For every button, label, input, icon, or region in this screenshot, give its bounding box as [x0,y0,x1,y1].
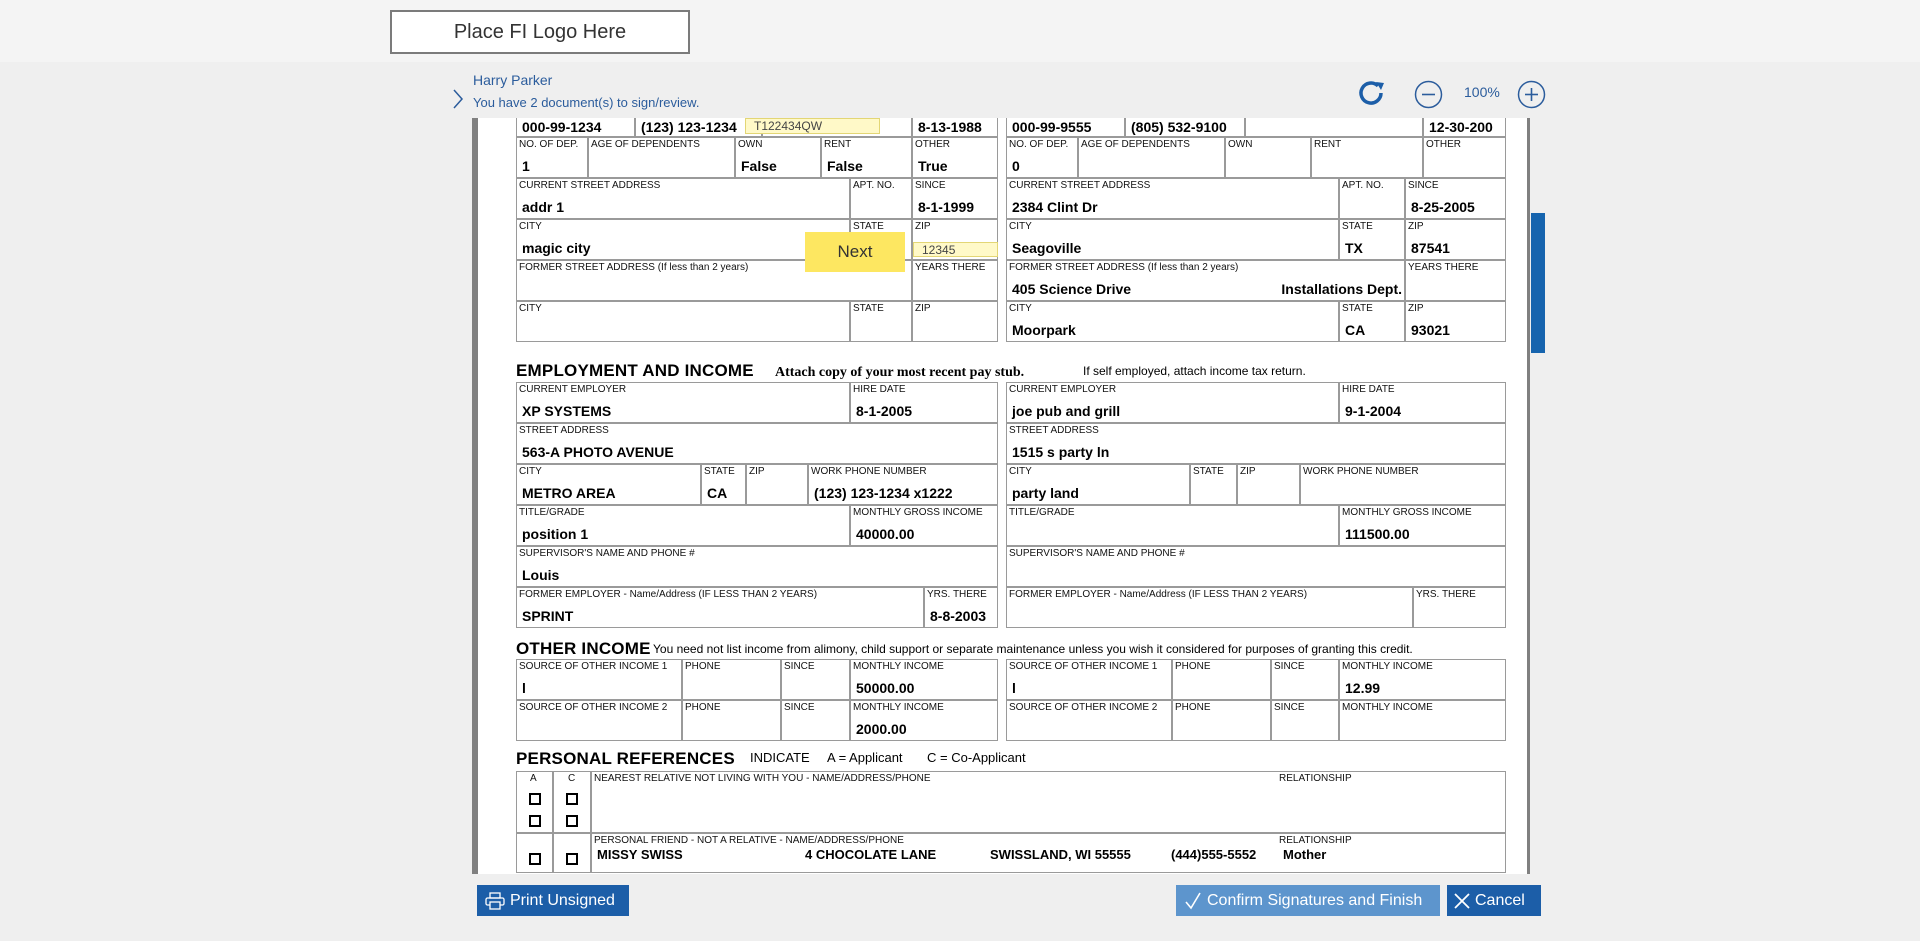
coapplicant-since: SINCE 8-25-2005 [1405,178,1506,219]
applicant-src1: SOURCE OF OTHER INCOME 1 l [516,659,682,700]
coapplicant-work-phone: WORK PHONE NUMBER [1300,464,1506,505]
checkmark-icon [1184,892,1202,910]
applicant-former-employer: FORMER EMPLOYER - Name/Address (IF LESS THAN 2 YEARS) SPRINT [516,587,924,628]
zoom-level: 100% [1464,84,1500,100]
applicant-monthly-gross: MONTHLY GROSS INCOME 40000.00 [850,505,998,546]
employment-note-paystub: Attach copy of your most recent pay stub. [775,365,1025,380]
zip-field-highlight[interactable]: 12345 [913,242,998,257]
coapplicant-age-dep: AGE OF DEPENDENTS [1078,137,1225,178]
friend-relationship: Mother [1283,847,1327,862]
applicant-src2: SOURCE OF OTHER INCOME 2 [516,700,682,741]
nearest-relative: NEAREST RELATIVE NOT LIVING WITH YOU - NAME/ADDRESS/PHONE RELATIONSHIP [591,771,1506,833]
applicant-apt: APT. NO. [850,178,912,219]
friend-name: MISSY SWISS [597,847,683,862]
user-name: Harry Parker [473,72,553,88]
printer-icon [485,892,505,910]
coapplicant-emp-zip: ZIP [1237,464,1300,505]
applicant-former-city: CITY [516,301,850,342]
coapplicant-years-there: YEARS THERE [1405,260,1506,301]
coapplicant-ssn-cell [1006,118,1125,137]
cancel-button[interactable]: Cancel [1447,885,1541,916]
coapplicant-monthly-gross: MONTHLY GROSS INCOME 111500.00 [1339,505,1506,546]
employment-heading: EMPLOYMENT AND INCOME [516,361,754,380]
coapplicant-apt: APT. NO. [1339,178,1405,219]
coapplicant-supervisor: SUPERVISOR'S NAME AND PHONE # [1006,546,1506,587]
coapplicant-employer: CURRENT EMPLOYER joe pub and grill [1006,382,1339,423]
applicant-dob: 8-13-1988 [918,119,982,135]
applicant-age-dep: AGE OF DEPENDENTS [588,137,735,178]
coapplicant-inc1: MONTHLY INCOME 12.99 [1339,659,1506,700]
coapplicant-city: CITY Seagoville [1006,219,1339,260]
applicant-phone-cell [635,118,762,137]
print-unsigned-button[interactable]: Print Unsigned [477,885,629,916]
zoom-out-icon[interactable] [1414,80,1443,109]
applicant-years-there: YEARS THERE [912,260,998,301]
references-indicate: INDICATE [750,750,810,765]
coapplicant-other: OTHER [1423,137,1506,178]
coapplicant-own: OWN [1225,137,1311,178]
references-ind-a: A = Applicant [827,750,903,765]
close-icon [1453,892,1471,910]
coapplicant-src2-since: SINCE [1271,700,1339,741]
applicant-ssn-cell [516,118,635,137]
applicant-since: SINCE 8-1-1999 [912,178,998,219]
coapplicant-former-employer: FORMER EMPLOYER - Name/Address (IF LESS THAN 2 YEARS) [1006,587,1413,628]
coapplicant-former-state: STATE CA [1339,301,1405,342]
coapplicant-no-dep: NO. OF DEP. 0 [1006,137,1078,178]
applicant-employer: CURRENT EMPLOYER XP SYSTEMS [516,382,850,423]
scrollbar-thumb[interactable] [1531,213,1545,353]
coapplicant-src1-since: SINCE [1271,659,1339,700]
applicant-rent: RENT False [821,137,912,178]
coapplicant-former-street: FORMER STREET ADDRESS (If less than 2 years) 405 Science Drive Installations Dept. [1006,260,1405,301]
other-income-heading: OTHER INCOME [516,639,651,658]
applicant-zip: ZIP [912,219,998,260]
coapplicant-former-city: CITY Moorpark [1006,301,1339,342]
applicant-inc1: MONTHLY INCOME 50000.00 [850,659,998,700]
applicant-former-zip: ZIP [912,301,998,342]
document-viewer[interactable] [472,118,1530,874]
zoom-in-icon[interactable] [1517,80,1546,109]
chevron-right-icon[interactable] [452,88,464,110]
coapplicant-src1-phone: PHONE [1172,659,1271,700]
applicant-hire-date: HIRE DATE 8-1-2005 [850,382,998,423]
coapplicant-field-cell [1245,118,1423,137]
applicant-emp-city: CITY METRO AREA [516,464,701,505]
friend-address: 4 CHOCOLATE LANE [805,847,937,862]
applicant-city: CITY magic city [516,219,850,260]
document-count-message: You have 2 document(s) to sign/review. [473,95,700,110]
friend-phone: (444)555-5552 [1171,847,1257,862]
applicant-state: STATE [850,219,912,260]
logo-placeholder [390,10,690,54]
applicant-supervisor: SUPERVISOR'S NAME AND PHONE # Louis [516,546,998,587]
relative-a-checkbox-1[interactable] [529,793,541,805]
applicant-other: OTHER True [912,137,998,178]
coapplicant-emp-street: STREET ADDRESS 1515 s party ln [1006,423,1506,464]
coapplicant-state: STATE TX [1339,219,1405,260]
logo-text: Place FI Logo Here [453,20,627,43]
applicant-work-phone: WORK PHONE NUMBER (123) 123-1234 x1222 [808,464,998,505]
applicant-dob-cell [912,118,998,137]
relative-c-checkbox-1[interactable] [566,793,578,805]
refresh-icon[interactable] [1354,78,1388,108]
next-field-button[interactable]: Next [805,232,905,272]
friend-c-checkbox[interactable] [566,853,578,865]
applicant-no-dep: NO. OF DEP. 1 [516,137,588,178]
coapplicant-title: TITLE/GRADE [1006,505,1339,546]
relative-c-col: C [553,771,591,833]
confirm-signatures-button[interactable]: Confirm Signatures and Finish [1176,885,1440,916]
coapplicant-zip: ZIP 87541 [1405,219,1506,260]
applicant-inc2: MONTHLY INCOME 2000.00 [850,700,998,741]
applicant-src1-since: SINCE [781,659,850,700]
applicant-title: TITLE/GRADE position 1 [516,505,850,546]
coapplicant-phone: (805) 532-9100 [1131,119,1227,135]
applicant-emp-state: STATE CA [701,464,746,505]
applicant-yrs-there: YRS. THERE 8-8-2003 [924,587,998,628]
applicant-emp-zip: ZIP [746,464,808,505]
friend-a-checkbox[interactable] [529,853,541,865]
applicant-src2-since: SINCE [781,700,850,741]
applicant-street: CURRENT STREET ADDRESS addr 1 [516,178,850,219]
references-ind-c: C = Co-Applicant [927,750,1026,765]
coapplicant-dob: 12-30-200 [1429,119,1493,135]
coapplicant-rent: RENT [1311,137,1423,178]
applicant-src2-phone: PHONE [682,700,781,741]
applicant-phone: (123) 123-1234 [641,119,737,135]
relative-c-checkbox-2[interactable] [566,815,578,827]
coapplicant-inc2: MONTHLY INCOME [1339,700,1506,741]
top-bar [0,0,1920,62]
coapplicant-src1: SOURCE OF OTHER INCOME 1 l [1006,659,1172,700]
coapplicant-ssn: 000-99-9555 [1012,119,1092,135]
coapplicant-phone-cell [1125,118,1245,137]
applicant-emp-street: STREET ADDRESS 563-A PHOTO AVENUE [516,423,998,464]
coapplicant-src2: SOURCE OF OTHER INCOME 2 [1006,700,1172,741]
coapplicant-former-zip: ZIP 93021 [1405,301,1506,342]
personal-friend: PERSONAL FRIEND - NOT A RELATIVE - NAME/ADDRESS/PHONE RELATIONSHIP MISSY SWISS 4 CHOCOLATE LANE SWISSLAND, WI 55555 (444)555-5552 Mother [591,833,1506,873]
other-income-note: You need not list income from alimony, child support or separate maintenance unless you wish it considered for purposes of granting this credit. [653,642,1413,656]
coapplicant-emp-state: STATE [1190,464,1237,505]
references-heading: PERSONAL REFERENCES [516,749,735,768]
coapplicant-emp-city: CITY party land [1006,464,1190,505]
applicant-former-state: STATE [850,301,912,342]
applicant-ssn: 000-99-1234 [522,119,602,135]
coapplicant-yrs-there: YRS. THERE [1413,587,1506,628]
relative-a-col: A [516,771,553,833]
applicant-src1-phone: PHONE [682,659,781,700]
coapplicant-street: CURRENT STREET ADDRESS 2384 Clint Dr [1006,178,1339,219]
applicant-former-street: FORMER STREET ADDRESS (If less than 2 years) [516,260,912,301]
employment-note-tax: If self employed, attach income tax return. [1083,364,1306,378]
friend-city: SWISSLAND, WI 55555 [990,847,1131,862]
relative-a-checkbox-2[interactable] [529,815,541,827]
coapplicant-src2-phone: PHONE [1172,700,1271,741]
signature-field-highlight[interactable]: T122434QW [745,118,880,134]
coapplicant-dob-cell [1423,118,1506,137]
applicant-own: OWN False [735,137,821,178]
coapplicant-hire-date: HIRE DATE 9-1-2004 [1339,382,1506,423]
